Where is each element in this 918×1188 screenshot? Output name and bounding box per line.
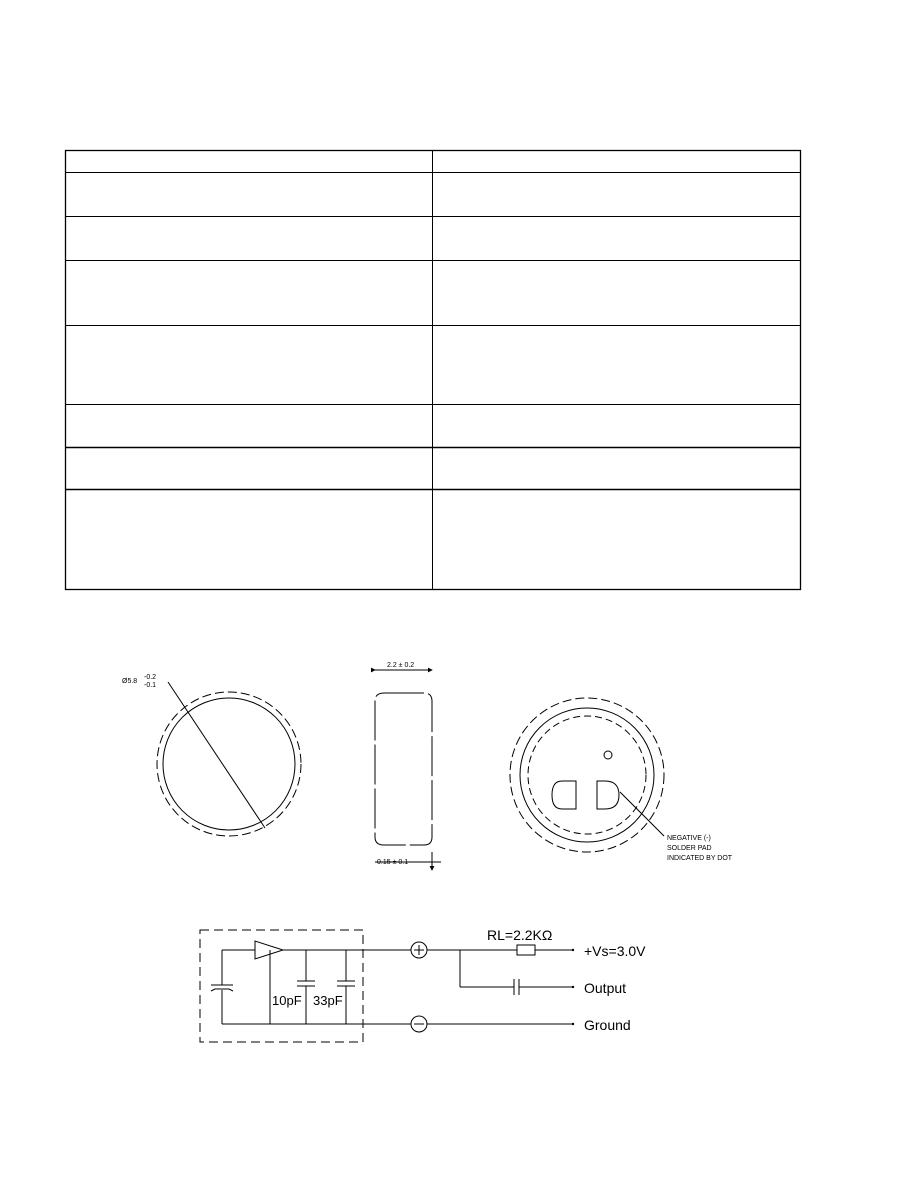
- microphone-enclosure-dashed-box: [200, 930, 363, 1042]
- positive-terminal-icon: [411, 942, 427, 958]
- bottom-view-middle-circle: [520, 708, 654, 842]
- negative-solder-pad: [597, 781, 619, 809]
- top-view-inner-circle: [163, 698, 295, 830]
- top-view-drawing: [157, 682, 301, 836]
- diameter-leader-line: [168, 682, 265, 828]
- supply-voltage-label: +Vs=3.0V: [584, 943, 646, 959]
- element-plate-2: [211, 989, 233, 991]
- side-view-body-outline: [375, 693, 432, 845]
- polarity-dot: [604, 751, 612, 759]
- circuit-schematic: [200, 930, 572, 1042]
- output-label: Output: [584, 980, 627, 996]
- resistor-label: RL=2.2KΩ: [487, 927, 553, 943]
- top-view-outer-circle: [157, 692, 301, 836]
- negative-pad-note-line-3: INDICATED BY DOT: [667, 855, 733, 862]
- diameter-label: Ø5.8: [122, 678, 138, 685]
- negative-pad-leader-line: [620, 792, 664, 836]
- output-arrow-dot: [572, 986, 574, 988]
- bottom-view-drawing: [510, 698, 664, 852]
- cap2-label: 33pF: [313, 993, 343, 1008]
- bottom-view-inner-circle: [528, 716, 646, 834]
- side-view-drawing: [375, 670, 441, 870]
- positive-solder-pad: [552, 781, 576, 809]
- amplifier-triangle-icon: [255, 941, 283, 959]
- negative-terminal-icon: [411, 1016, 427, 1032]
- load-resistor-icon: [517, 945, 535, 955]
- diameter-tolerance-upper: -0.2: [144, 674, 157, 681]
- pad-height-label: 0.15 ± 0.1: [377, 859, 409, 866]
- diameter-tolerance-lower: -0.1: [144, 682, 157, 689]
- negative-pad-note-line-2: SOLDER PAD: [667, 845, 712, 852]
- thickness-label: 2.2 ± 0.2: [387, 662, 415, 669]
- supply-arrow-dot: [572, 949, 574, 951]
- ground-arrow-dot: [572, 1023, 574, 1025]
- ground-label: Ground: [584, 1017, 631, 1033]
- negative-pad-note-line-1: NEGATIVE (-): [667, 835, 711, 842]
- bottom-view-outer-circle: [510, 698, 664, 852]
- cap1-label: 10pF: [272, 993, 302, 1008]
